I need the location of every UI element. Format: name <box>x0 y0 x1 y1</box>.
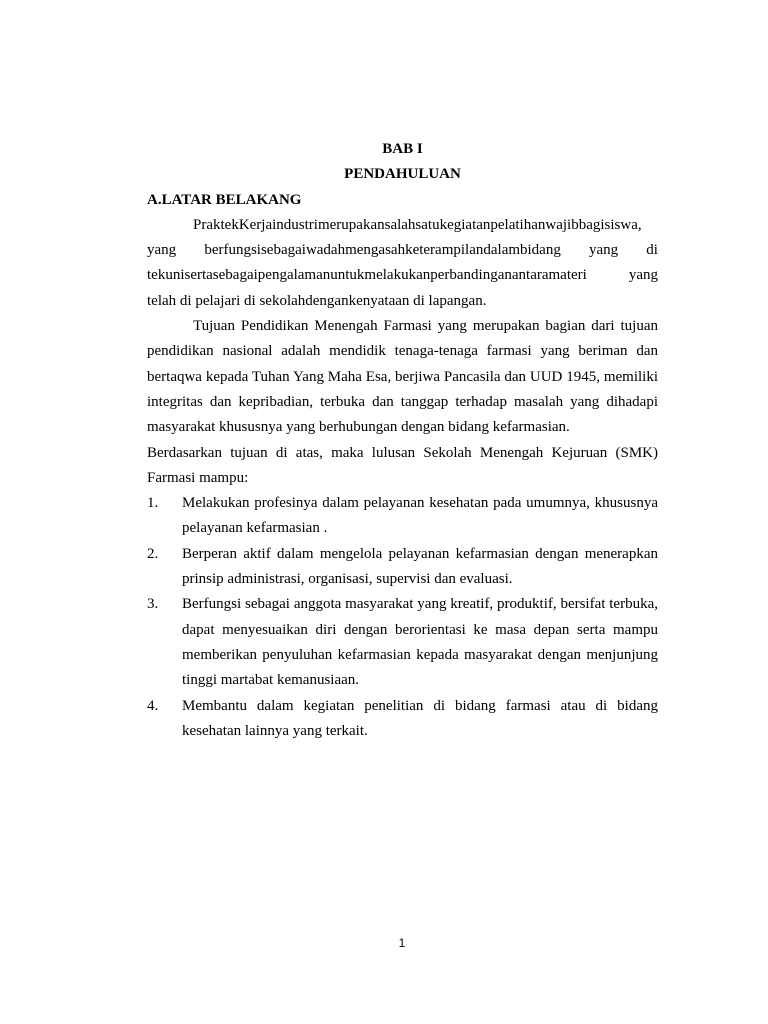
paragraph-line <box>147 238 658 263</box>
list-number: 1. <box>147 495 159 512</box>
list-text: Melakukan profesinya dalam pelayanan kesehatan pada umumnya, khususnya pelayanan kefarmasian . <box>182 495 658 537</box>
list-item <box>147 694 658 745</box>
paragraph-word: berfungsisebagaiwadahmengasahketerampilandalambidang <box>204 242 561 259</box>
paragraph-word: di <box>646 242 658 259</box>
list-number: 3. <box>147 596 159 613</box>
list-item <box>147 592 658 693</box>
list-number: 2. <box>147 545 159 562</box>
chapter-title: PENDAHULUAN <box>344 166 461 183</box>
page-content <box>147 137 658 744</box>
paragraph-word: yang <box>147 242 177 259</box>
paragraph-word: yang <box>628 267 658 284</box>
list-item <box>147 542 658 593</box>
paragraph-tujuan: Tujuan Pendidikan Menengah Farmasi yang merupakan bagian dari tujuan pendidikan nasional adalah mendidik tenaga-tenaga farmasi yang beriman dan bertaqwa kepada Tuhan Yang Maha Esa, berjiwa Pancasila dan UUD 1945, memiliki integritas dan kepribadian, terbuka dan tanggap terhadap masalah yang dihadapi masyarakat khususnya yang berhubungan dengan bidang kefarmasian. <box>147 318 658 436</box>
paragraph-line <box>147 213 658 238</box>
paragraph-word: yang <box>588 242 619 259</box>
list-text: Membantu dalam kegiatan penelitian di bidang farmasi atau di bidang kesehatan lainnya yang terkait. <box>182 697 658 739</box>
paragraph-text: PraktekKerjaindustrimerupakansalahsatukegiatanpelatihanwajibbagisiswa, <box>193 216 642 233</box>
paragraph-line <box>147 289 658 314</box>
list-text: Berperan aktif dalam mengelola pelayanan kefarmasian dengan menerapkan prinsip administrasi, organisasi, supervisi dan evaluasi. <box>182 545 658 588</box>
section-heading: A.LATAR BELAKANG <box>147 191 302 208</box>
paragraph-berdasarkan: Berdasarkan tujuan di atas, maka lulusan Sekolah Menengah Kejuruan (SMK) Farmasi mampu: <box>147 444 658 486</box>
chapter-number: BAB I <box>382 141 423 157</box>
paragraph-word: tekunisertasebagaipengalamanuntukmelakukanperbandinganantaramateri <box>147 267 587 284</box>
paragraph-text: telah di pelajari di sekolahdengankenyataan di lapangan. <box>147 292 487 309</box>
paragraph-line <box>147 263 658 288</box>
paragraph-latar-belakang-1 <box>147 213 658 314</box>
list-number: 4. <box>147 697 159 714</box>
list-item <box>147 491 658 542</box>
list-text: Berfungsi sebagai anggota masyarakat yang kreatif, produktif, bersifat terbuka, dapat menyesuaikan diri dengan berorientasi ke masa depan serta mampu memberikan penyuluhan kefarmasian kepada masyarakat dengan menjunjung tinggi martabat kemanusiaan. <box>182 596 658 689</box>
competency-list <box>147 491 658 744</box>
page-number: 1 <box>398 936 406 950</box>
